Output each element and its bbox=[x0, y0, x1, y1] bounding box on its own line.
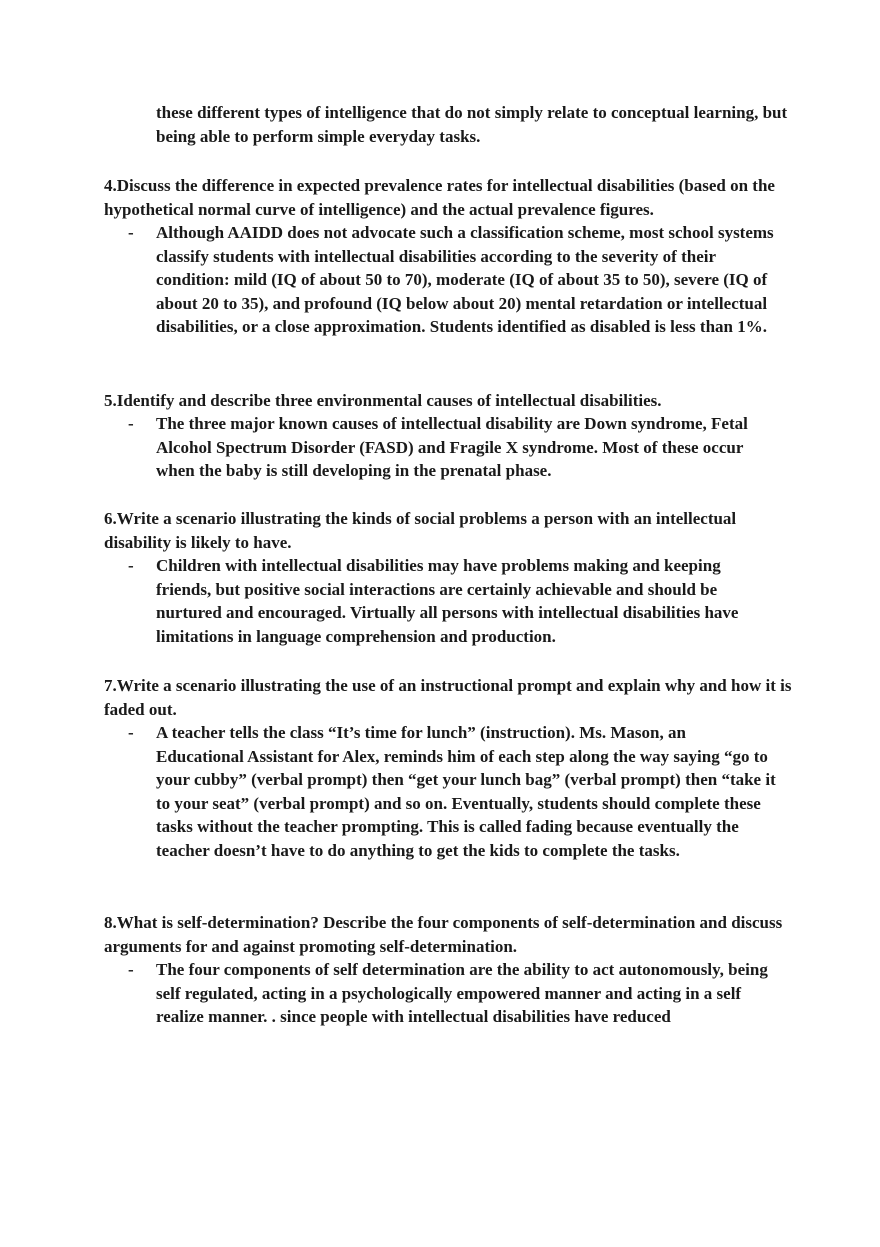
answer-5-text: The three major known causes of intellectual disability are Down syndrome, Fetal Alcohol Spectrum Disorder (FASD) and Fragile X syndrome. Most of these occur when the baby is still developing in the prenatal phase. bbox=[156, 414, 748, 480]
question-5: 5.Identify and describe three environmental causes of intellectual disabilities. bbox=[104, 391, 662, 410]
question-8: 8.What is self-determination? Describe the four components of self-determination and discuss arguments for and against promoting self-determination. bbox=[104, 913, 783, 956]
answer-6-text: Children with intellectual disabilities may have problems making and keeping friends, but positive social interactions are certainly achievable and should be nurtured and encouraged. Virtually all persons with intellectual disabilities have limitations in language comprehension and production. bbox=[156, 556, 739, 646]
question-6: 6.Write a scenario illustrating the kinds of social problems a person with an intellectual disability is likely to have. bbox=[104, 509, 737, 552]
answer-8-text: The four components of self determination are the ability to act autonomously, being self regulated, acting in a psychologically empowered manner and acting in a self realize manner. . since people with intellectual disabilities have reduced bbox=[156, 960, 768, 1026]
bullet-dash: - bbox=[128, 223, 134, 242]
bullet-dash: - bbox=[128, 960, 134, 979]
answer-4 bbox=[104, 221, 804, 339]
bullet-dash: - bbox=[128, 556, 134, 575]
answer-7-text: A teacher tells the class “It’s time for lunch” (instruction). Ms. Mason, an Educational Assistant for Alex, reminds him of each step along the way saying “go to your cubby” (verbal prompt) then “get your lunch bag” (verbal prompt) then “take it to your seat” (verbal prompt) and so on. Eventually, students should complete these tasks without the teacher prompting. This is called fading because eventually the teacher doesn’t have to do anything to get the kids to complete the tasks. bbox=[156, 723, 776, 860]
answer-8 bbox=[104, 958, 804, 1029]
answer-6 bbox=[104, 554, 804, 648]
answer-7 bbox=[104, 721, 804, 862]
answer-5 bbox=[104, 412, 804, 483]
answer-4-text: Although AAIDD does not advocate such a classification scheme, most school systems classify students with intellectual disabilities according to the severity of their condition: mild (IQ of about 50 to 70), moderate (IQ of about 35 to 50), severe (IQ of about 20 to 35), and profound (IQ below about 20) mental retardation or intellectual disabilities, or a close approximation. Students identified as disabled is less than 1%. bbox=[156, 223, 774, 336]
question-7: 7.Write a scenario illustrating the use of an instructional prompt and explain why and how it is faded out. bbox=[104, 676, 792, 719]
question-4: 4.Discuss the difference in expected prevalence rates for intellectual disabilities (based on the hypothetical normal curve of intelligence) and the actual prevalence figures. bbox=[104, 176, 775, 219]
bullet-dash: - bbox=[128, 723, 134, 742]
bullet-dash: - bbox=[128, 414, 134, 433]
continuation-paragraph: these different types of intelligence that do not simply relate to conceptual learning, but being able to perform simple everyday tasks. bbox=[156, 103, 788, 146]
